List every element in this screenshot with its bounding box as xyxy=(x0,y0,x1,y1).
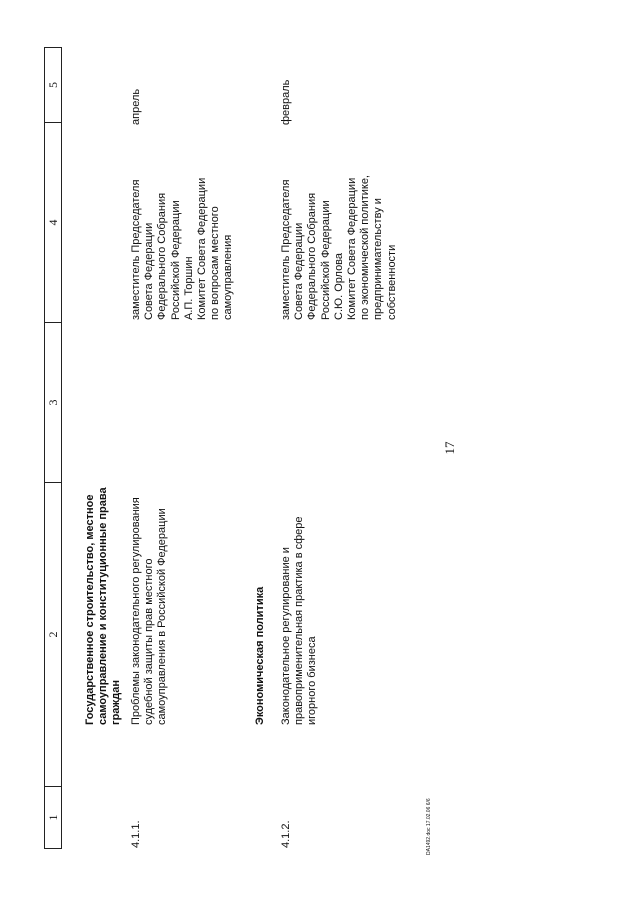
section-heading: Экономическая политика xyxy=(254,586,266,725)
header-col-4: 4 xyxy=(45,122,61,322)
row-responsible: заместитель Председателя Совета Федерации Федерального Собрания Российской Федерации С.Ю. Орлова Комитет Совета Федерации по экономической политике, предпринимательству и собственности xyxy=(280,175,398,320)
table-header xyxy=(44,47,62,849)
footer-document-code: DA1492.doc 17.02.06 6/6 xyxy=(426,798,432,855)
page-number: 17 xyxy=(442,441,457,455)
row-date: февраль xyxy=(280,79,292,125)
header-col-3: 3 xyxy=(45,322,61,482)
rotated-content xyxy=(40,43,600,855)
section-heading: Государственное строительство, местное самоуправление и конституционные права граждан xyxy=(84,487,123,725)
row-title: Законодательное регулирование и правоприменительная практика в сфере игорного бизнеса xyxy=(280,516,319,725)
header-col-2: 2 xyxy=(45,482,61,786)
row-title: Проблемы законодательного регулирования судебной защиты прав местного самоуправления в Российской Федерации xyxy=(130,497,169,725)
row-number: 4.1.2. xyxy=(280,820,292,848)
header-col-1: 1 xyxy=(45,786,61,848)
row-responsible: заместитель Председателя Совета Федерации Федерального Собрания Российской Федерации А.П. Торшин Комитет Совета Федерации по вопросам местного самоуправления xyxy=(130,177,235,320)
header-col-5: 5 xyxy=(46,82,60,88)
row-date: апрель xyxy=(130,88,142,125)
row-number: 4.1.1. xyxy=(130,820,142,848)
